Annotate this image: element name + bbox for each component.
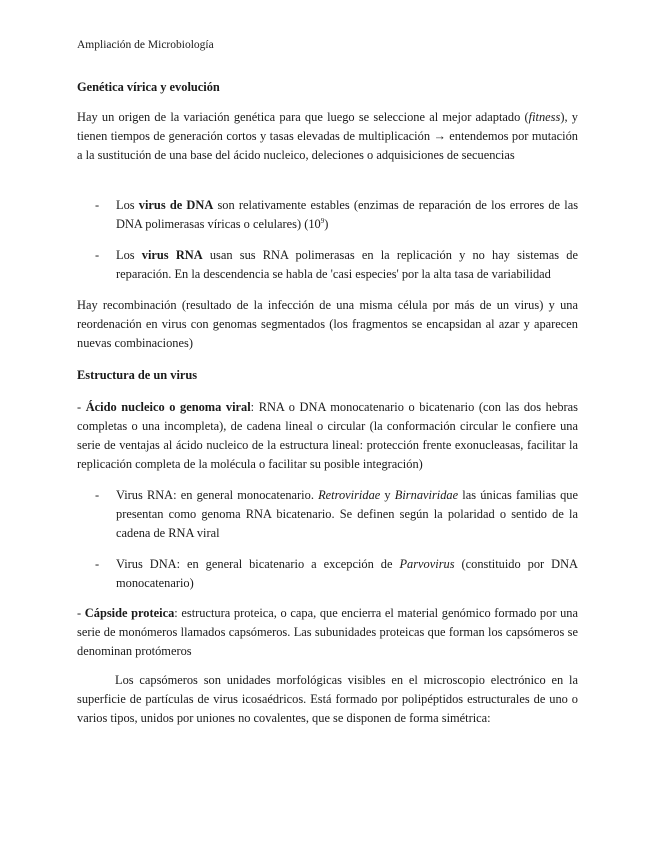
paragraph-capsomers: Los capsómeros son unidades morfológicas visibles en el microscopio electrónico en la superficie de partículas de virus icosaédricos. Está formado por polipéptidos estructurales de uno o varios tipos, unidos por uniones no covalentes, que se disponen de forma simétrica: <box>77 673 578 725</box>
paragraph-capsid: - Cápside proteica: estructura proteica, o capa, que encierra el material genómico formado por una serie de monómeros llamados capsómeros. Las subunidades proteicas que forman los capsómeros se denominan protómeros <box>77 606 578 658</box>
page-header: Ampliación de Microbiología <box>77 39 214 51</box>
section-title-structure: Estructura de un virus <box>77 368 198 382</box>
bullet-dash: - <box>95 557 100 571</box>
paragraph-intro: Hay un origen de la variación genética para que luego se seleccione al mejor adaptado (fitness), y tienen tiempos de generación cortos y tasas elevadas de multiplicación → entendemos por mutación a la sustitución de una base del ácido nucleico, deleciones o adquisiciones de secuencias <box>77 110 578 162</box>
paragraph-recombination: Hay recombinación (resultado de la infección de una misma célula por más de un virus) y una reordenación en virus con genomas segmentados (los fragmentos se encapsidan al azar y aparecen nuevas combinaciones) <box>77 298 578 350</box>
bullet-dash: - <box>95 198 100 212</box>
bullet-dna-genome: Virus DNA: en general bicatenario a excepción de Parvovirus (constituido por DNA monocatenario) <box>116 557 579 590</box>
bullet-dash: - <box>95 248 100 262</box>
bullet-rna-viruses: Los virus RNA usan sus RNA polimerasas en la replicación y no hay sistemas de reparación. En la descendencia se habla de 'casi especies' por la alta tasa de variabilidad <box>116 248 578 281</box>
bullet-dna-viruses: Los virus de DNA son relativamente estables (enzimas de reparación de los errores de las DNA polimerasas víricas o celulares) $(10^9)$ <box>116 198 579 231</box>
bullet-dash: - <box>95 488 100 502</box>
section-title-genetics: Genética vírica y evolución <box>77 80 220 94</box>
bullet-rna-genome: Virus RNA: en general monocatenario. Retroviridae y Birnaviridae las únicas familias que presentan como genoma RNA bicatenario. Se definen según la polaridad o sentido de la cadena de RNA viral <box>116 488 578 540</box>
paragraph-nucleic-acid: - Ácido nucleico o genoma viral: RNA o DNA monocatenario o bicatenario (con las dos hebras completas o una incompleta), de cadena lineal o circular (la conformación circular le confiere una serie de ventajas al ácido nucleico de la estructura lineal: protección frente exonucleasas, facilitar la replicación completa de la molécula o facilitar su posible integración) <box>77 400 578 471</box>
